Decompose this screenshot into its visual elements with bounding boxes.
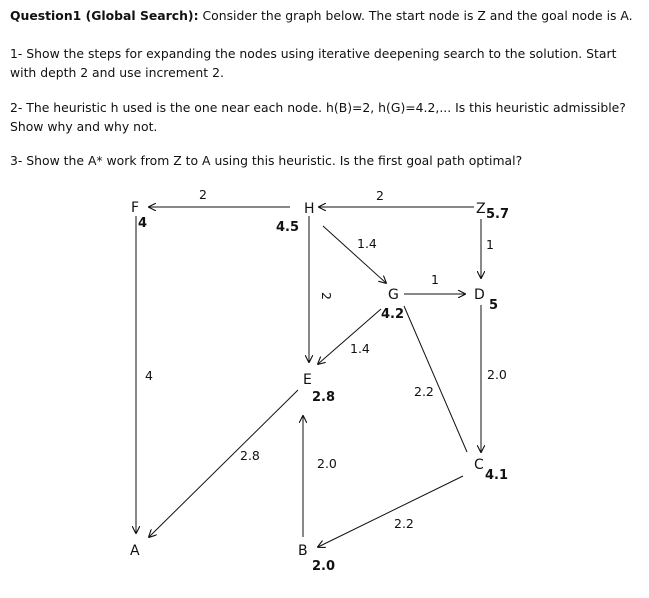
cost-b-e: 2.0: [317, 456, 337, 471]
cost-h-f: 2: [199, 187, 207, 202]
edge-c-b: [318, 476, 463, 547]
heuristic-d: 5: [489, 298, 499, 313]
heuristic-b: 2.0: [312, 559, 336, 574]
cost-c-b: 2.2: [394, 516, 414, 531]
cost-z-d: 1: [486, 237, 494, 252]
part3-text: 3- Show the A* work from Z to A using this heuristic. Is the first goal path optimal?: [10, 153, 523, 168]
heuristic-g: 4.2: [381, 307, 405, 322]
node-f: F: [131, 200, 140, 216]
heuristic-f: 4: [138, 216, 148, 231]
heuristic-e: 2.8: [312, 390, 336, 405]
heuristic-h: 4.5: [276, 220, 300, 235]
edge-h-g: [323, 226, 386, 283]
cost-d-c: 2.0: [487, 367, 507, 382]
part1-line1: 1- Show the steps for expanding the nodes using iterative deepening search to the solution. Start: [10, 46, 617, 61]
cost-h-g: 1.4: [357, 236, 377, 251]
node-g: G: [388, 287, 399, 303]
part2-line2: Show why and why not.: [10, 119, 158, 134]
node-c: C: [474, 457, 484, 473]
node-e: E: [303, 372, 312, 388]
cost-z-h: 2: [376, 188, 384, 203]
cost-h-e: 2: [319, 292, 334, 300]
cost-g-d: 1: [431, 272, 439, 287]
cost-g-c: 2.2: [414, 384, 434, 399]
part2-line1: 2- The heuristic h used is the one near each node. h(B)=2, h(G)=4.2,... Is this heuristic admissible?: [10, 100, 626, 115]
node-a: A: [130, 543, 140, 559]
node-z: Z: [476, 201, 486, 217]
heuristic-c: 4.1: [485, 468, 509, 483]
question-title-rest: Consider the graph below. The start node is Z and the goal node is A.: [198, 8, 633, 23]
node-b: B: [298, 543, 308, 559]
heuristic-z: 5.7: [486, 207, 510, 222]
node-h: H: [304, 201, 315, 217]
part1-line2: with depth 2 and use increment 2.: [10, 65, 224, 80]
cost-f-a: 4: [145, 368, 153, 383]
node-d: D: [474, 287, 485, 303]
cost-g-e: 1.4: [350, 341, 370, 356]
edge-e-a: [149, 390, 298, 537]
edge-g-c: [404, 306, 467, 452]
question-title-bold: Question1 (Global Search):: [10, 8, 199, 23]
cost-e-a: 2.8: [240, 448, 260, 463]
